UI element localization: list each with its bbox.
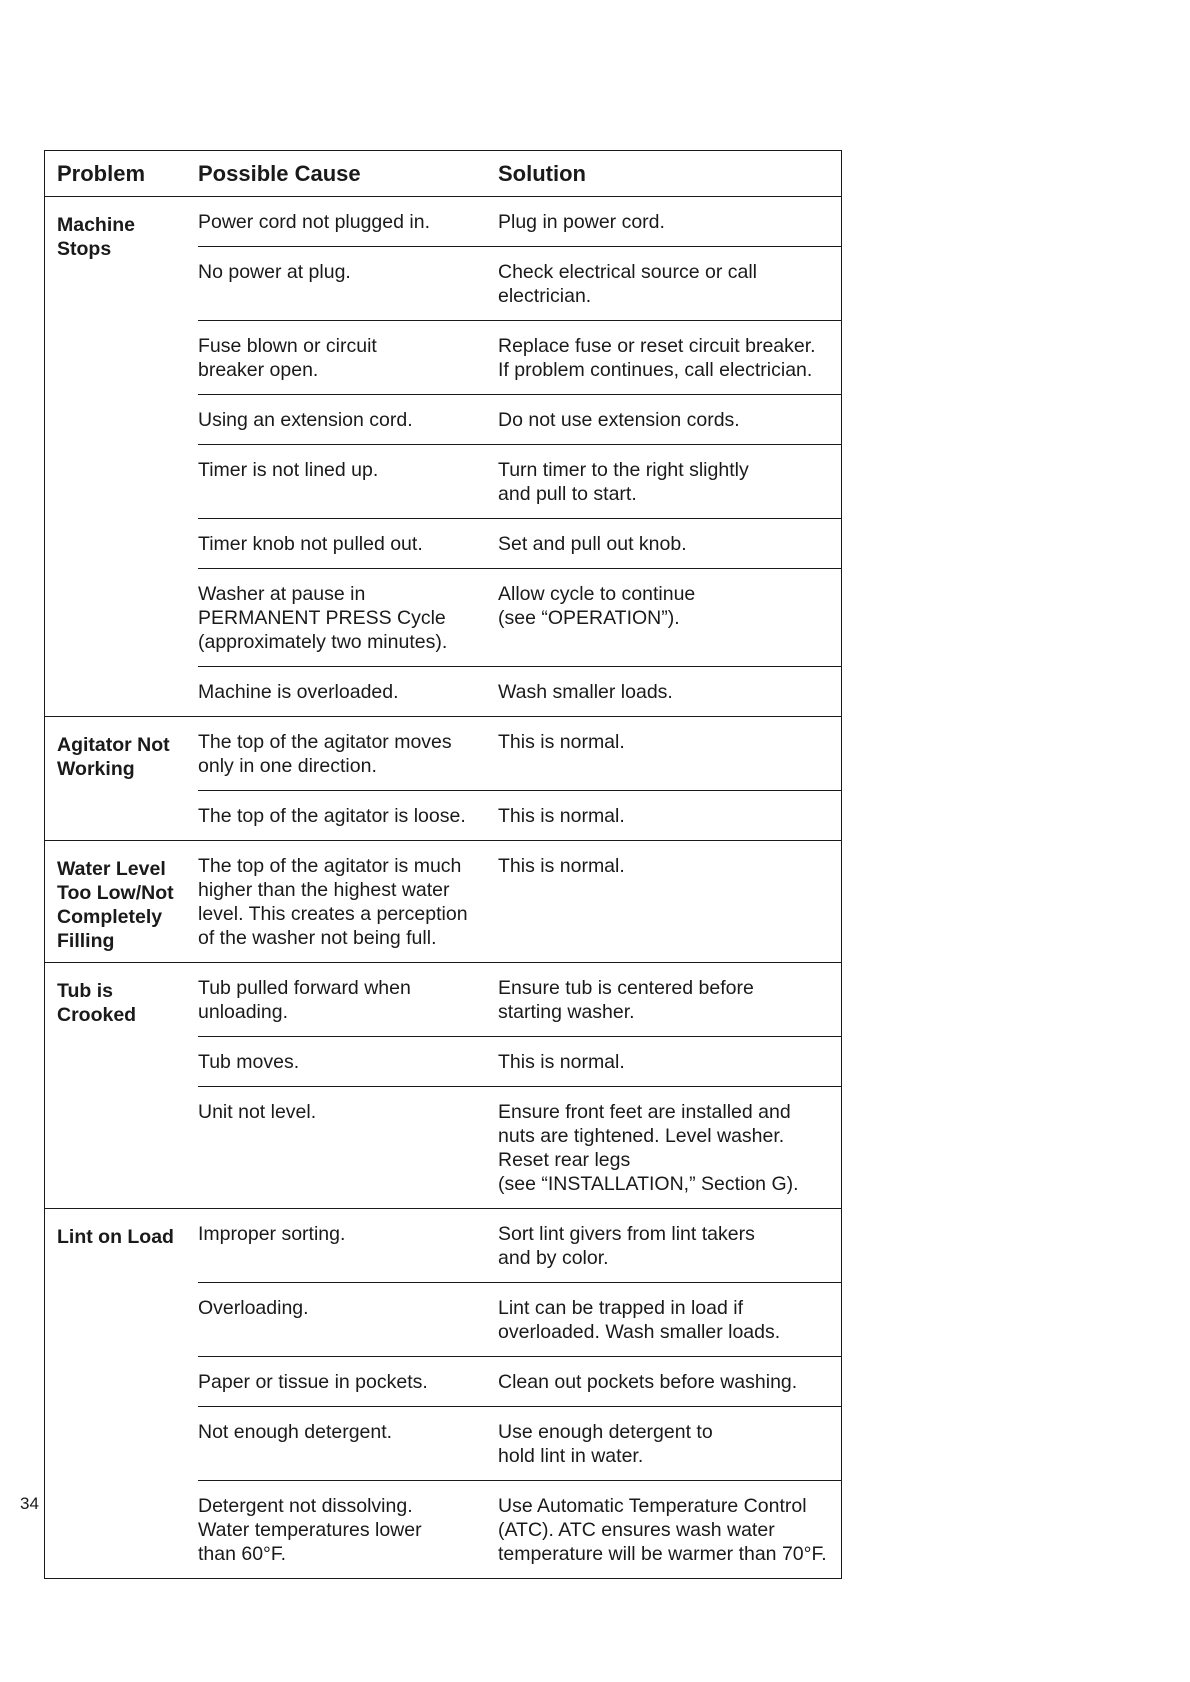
table-row <box>198 394 841 444</box>
solution-cell: Use Automatic Temperature Control (ATC). ATC ensures wash water temperature will be warmer than 70°F. <box>498 1495 827 1565</box>
cause-solution-rows <box>198 841 841 962</box>
possible-cause-cell: Tub moves. <box>198 1051 300 1073</box>
page-number: 34 <box>20 1494 39 1513</box>
cause-solution-rows <box>198 1209 841 1578</box>
header-possible-cause: Possible Cause <box>198 160 361 186</box>
possible-cause-cell: Using an extension cord. <box>198 409 413 431</box>
problem-group <box>45 1209 841 1578</box>
table-row <box>198 790 841 840</box>
table-row <box>198 197 841 246</box>
solution-cell: This is normal. <box>498 731 625 753</box>
possible-cause-cell: Overloading. <box>198 1297 309 1319</box>
table-row <box>198 841 841 962</box>
solution-cell: Wash smaller loads. <box>498 681 673 703</box>
table-header <box>45 151 841 197</box>
possible-cause-cell: Paper or tissue in pockets. <box>198 1371 428 1393</box>
table-row <box>198 666 841 716</box>
possible-cause-cell: Improper sorting. <box>198 1223 346 1245</box>
table-row <box>198 1036 841 1086</box>
possible-cause-cell: Timer knob not pulled out. <box>198 533 423 555</box>
table-row <box>198 568 841 666</box>
possible-cause-cell: No power at plug. <box>198 261 351 283</box>
possible-cause-cell: Tub pulled forward when unloading. <box>198 977 411 1023</box>
possible-cause-cell: The top of the agitator is much higher than the highest water level. This creates a perception of the washer not being full. <box>198 855 468 949</box>
problem-label: Lint on Load <box>57 1226 174 1248</box>
possible-cause-cell: Power cord not plugged in. <box>198 211 430 233</box>
solution-cell: Check electrical source or call electrician. <box>498 261 758 307</box>
table-body <box>45 197 841 1578</box>
possible-cause-cell: Unit not level. <box>198 1101 317 1123</box>
solution-cell: Do not use extension cords. <box>498 409 740 431</box>
solution-cell: Clean out pockets before washing. <box>498 1371 798 1393</box>
solution-cell: Ensure front feet are installed and nuts are tightened. Level washer. Reset rear legs (see “INSTALLATION,” Section G). <box>498 1101 799 1195</box>
solution-cell: Turn timer to the right slightly and pull to start. <box>498 459 749 505</box>
problem-group <box>45 841 841 963</box>
problem-label: Water Level Too Low/Not Completely Filling <box>57 858 174 952</box>
table-row <box>198 518 841 568</box>
header-solution: Solution <box>498 160 586 186</box>
table-row <box>198 320 841 394</box>
problem-label: Agitator Not Working <box>57 734 170 780</box>
table-row <box>198 963 841 1036</box>
solution-cell: This is normal. <box>498 1051 625 1073</box>
problem-group <box>45 197 841 717</box>
problem-label: Machine Stops <box>57 214 136 260</box>
solution-cell: Sort lint givers from lint takers and by color. <box>498 1223 755 1269</box>
table-row <box>198 1282 841 1356</box>
possible-cause-cell: Timer is not lined up. <box>198 459 379 481</box>
possible-cause-cell: Washer at pause in PERMANENT PRESS Cycle (approximately two minutes). <box>198 583 448 653</box>
solution-cell: Ensure tub is centered before starting washer. <box>498 977 754 1023</box>
solution-cell: This is normal. <box>498 855 625 877</box>
problem-label: Tub is Crooked <box>57 980 137 1026</box>
table-row <box>198 444 841 518</box>
table-row <box>198 1480 841 1578</box>
possible-cause-cell: Fuse blown or circuit breaker open. <box>198 335 377 381</box>
table-row <box>198 1086 841 1208</box>
table-row <box>198 1406 841 1480</box>
troubleshooting-table <box>44 150 842 1579</box>
problem-group <box>45 717 841 841</box>
header-problem: Problem <box>57 160 146 186</box>
problem-group <box>45 963 841 1209</box>
solution-cell: Set and pull out knob. <box>498 533 687 555</box>
solution-cell: Plug in power cord. <box>498 211 665 233</box>
solution-cell: Replace fuse or reset circuit breaker. If problem continues, call electrician. <box>498 335 816 381</box>
table-row <box>198 1209 841 1282</box>
possible-cause-cell: The top of the agitator moves only in one direction. <box>198 731 452 777</box>
possible-cause-cell: Machine is overloaded. <box>198 681 399 703</box>
table-row <box>198 1356 841 1406</box>
table-row <box>198 717 841 790</box>
solution-cell: Use enough detergent to hold lint in water. <box>498 1421 713 1467</box>
possible-cause-cell: Detergent not dissolving. Water temperatures lower than 60°F. <box>198 1495 422 1565</box>
solution-cell: Allow cycle to continue (see “OPERATION”). <box>498 583 696 629</box>
solution-cell: This is normal. <box>498 805 625 827</box>
solution-cell: Lint can be trapped in load if overloaded. Wash smaller loads. <box>498 1297 781 1343</box>
possible-cause-cell: The top of the agitator is loose. <box>198 805 466 827</box>
cause-solution-rows <box>198 717 841 840</box>
possible-cause-cell: Not enough detergent. <box>198 1421 393 1443</box>
cause-solution-rows <box>198 197 841 716</box>
cause-solution-rows <box>198 963 841 1208</box>
table-row <box>198 246 841 320</box>
